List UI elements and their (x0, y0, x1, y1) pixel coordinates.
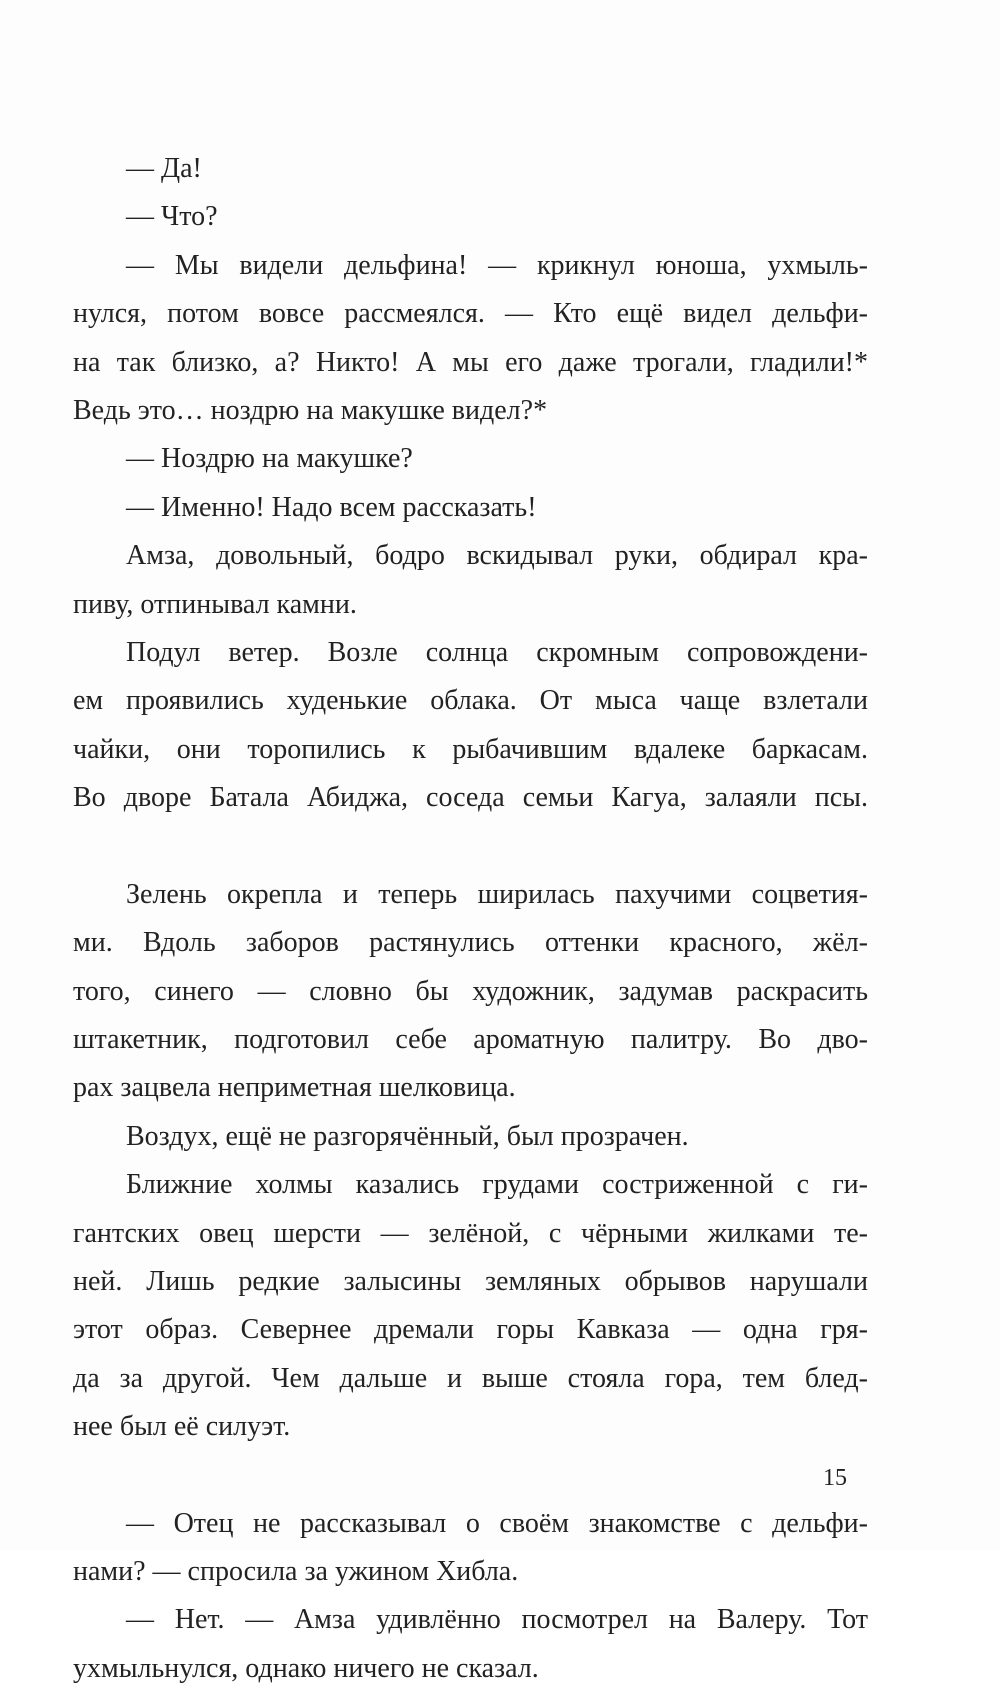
text-line: рах зацвела неприметная шелковица. (73, 1072, 516, 1104)
text-line: на так близко, а? Никто! А мы его даже трогали, гладили!* (73, 346, 868, 378)
text-line: — Ноздрю на макушке? (126, 443, 413, 475)
text-line: Ведь это… ноздрю на макушке видел?* (73, 395, 548, 427)
text-line: нами? — спросила за ужином Хибла. (73, 1555, 519, 1587)
text-line: гантских овец шерсти — зелёной, с чёрными жилками те- (73, 1217, 868, 1249)
page-number: 15 (823, 1465, 847, 1491)
body-text (73, 145, 868, 1693)
text-line: Подул ветер. Возле солнца скромным сопровождени- (126, 637, 868, 669)
text-line: — Мы видели дельфина! — крикнул юноша, ухмыль- (126, 249, 868, 281)
text-line: ухмыльнулся, однако ничего не сказал. (73, 1652, 539, 1684)
text-line: Воздух, ещё не разгорячённый, был прозрачен. (126, 1120, 689, 1152)
text-line: ем проявились худенькие облака. От мыса чаще взлетали (73, 685, 868, 717)
text-line: ми. Вдоль заборов растянулись оттенки красного, жёл- (73, 927, 868, 959)
text-line: — Именно! Надо всем рассказать! (126, 491, 537, 523)
text-line: — Что? (126, 201, 218, 233)
text-line: того, синего — словно бы художник, задумав раскрасить (73, 975, 868, 1007)
text-line: этот образ. Севернее дремали горы Кавказа — одна гря- (73, 1314, 868, 1346)
text-line: Ближние холмы казались грудами состриженной с ги- (126, 1169, 868, 1201)
text-line: Зелень окрепла и теперь ширилась пахучими соцветия- (126, 878, 868, 910)
text-line: Амза, довольный, бодро вскидывал руки, обдирал кра- (126, 540, 868, 572)
text-line: нее был её силуэт. (73, 1411, 291, 1443)
section-break (73, 823, 868, 871)
text-line: Во дворе Батала Абиджа, соседа семьи Кагуа, залаяли псы. (73, 782, 868, 814)
text-line: — Нет. — Амза удивлённо посмотрел на Валеру. Тот (126, 1604, 868, 1636)
text-line: да за другой. Чем дальше и выше стояла гора, тем блед- (73, 1362, 868, 1394)
text-line: пиву, отпинывал камни. (73, 588, 357, 620)
text-line: — Да! (126, 153, 202, 184)
text-line: штакетник, подготовил себе ароматную палитру. Во дво- (73, 1023, 868, 1055)
text-line: ней. Лишь редкие залысины земляных обрывов нарушали (73, 1265, 868, 1297)
text-line: нулся, потом вовсе рассмеялся. — Кто ещё видел дельфи- (73, 298, 868, 330)
text-line: чайки, они торопились к рыбачившим вдалеке баркасам. (73, 733, 868, 765)
section-break (73, 1452, 868, 1500)
text-line: — Отец не рассказывал о своём знакомстве с дельфи- (126, 1507, 868, 1539)
